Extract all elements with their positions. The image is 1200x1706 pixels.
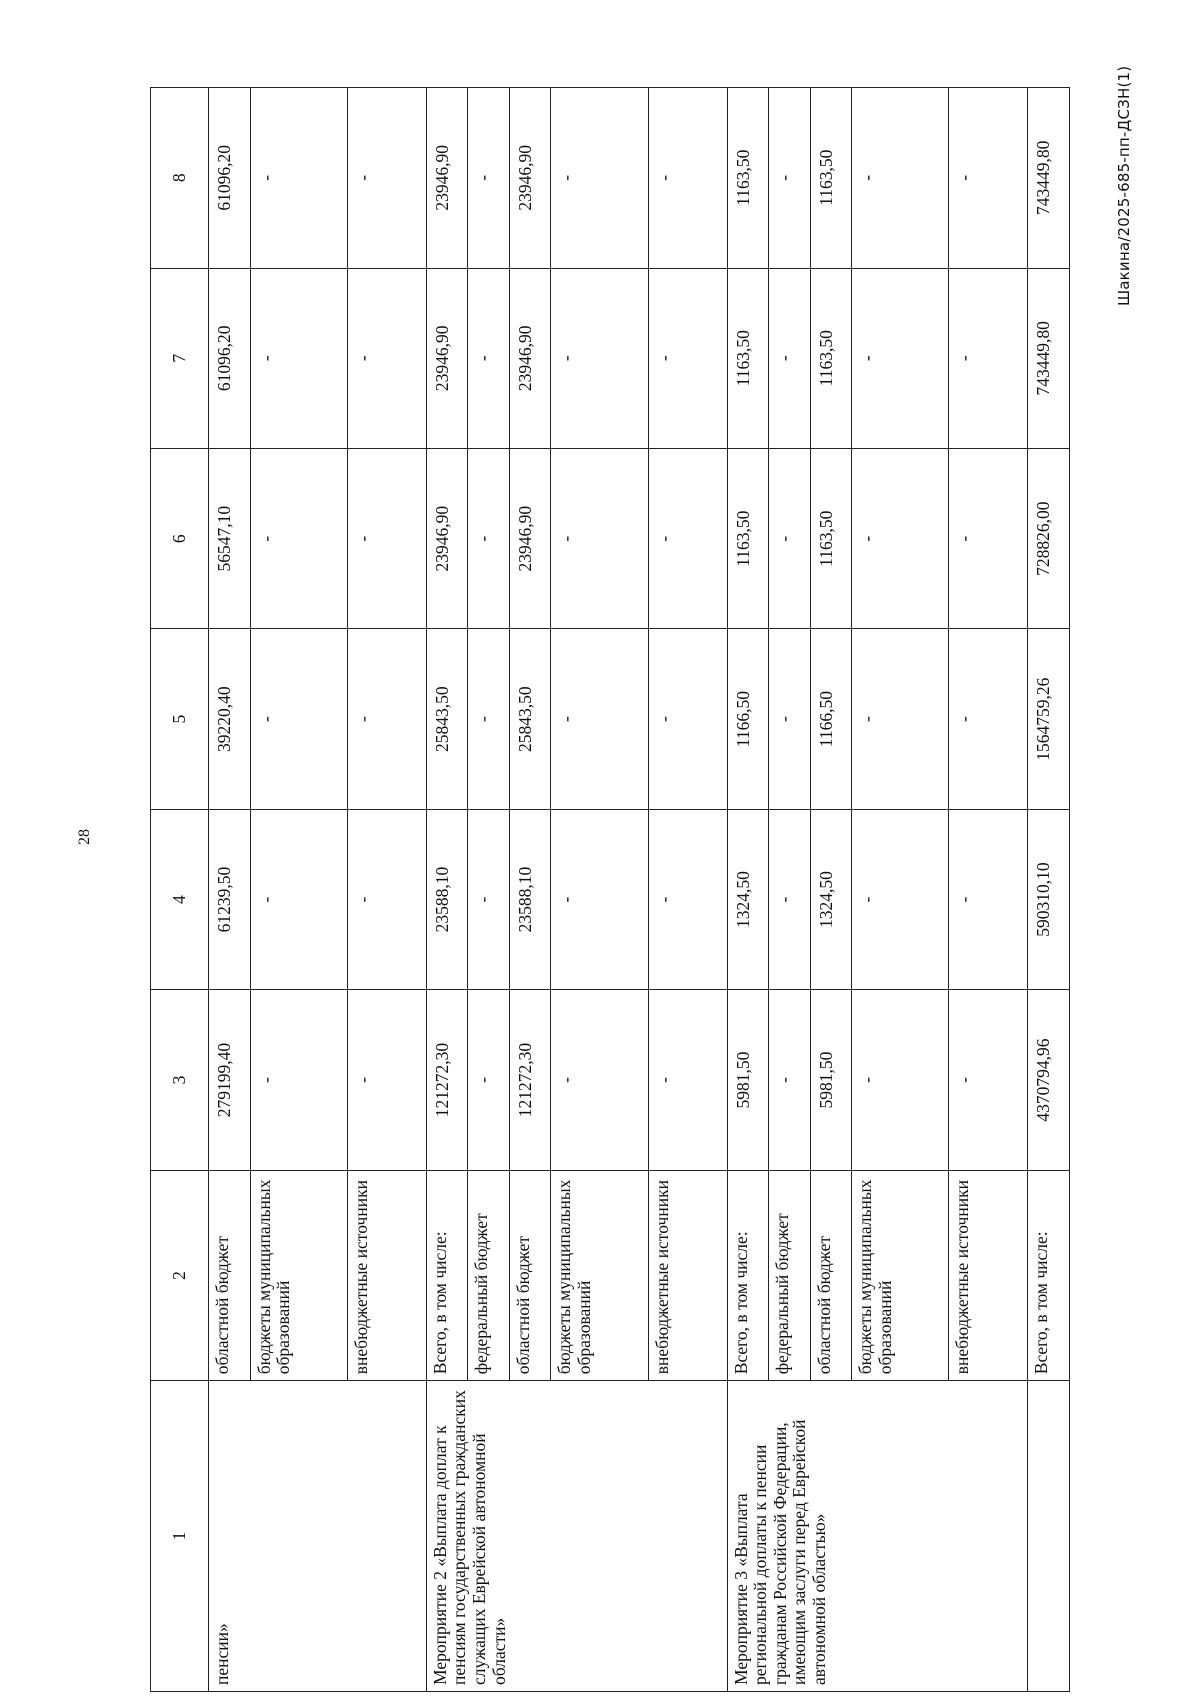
value-cell: 5981,50: [810, 990, 852, 1170]
value-cell: -: [949, 990, 1028, 1170]
value-cell: -: [551, 268, 648, 448]
value-cell: -: [949, 448, 1028, 628]
page-number: 28: [76, 829, 93, 845]
value-cell: -: [468, 629, 510, 809]
value-cell: 1163,50: [810, 448, 852, 628]
value-cell: -: [551, 88, 648, 269]
value-cell: -: [852, 809, 949, 989]
value-cell: -: [551, 990, 648, 1170]
value-cell: -: [551, 629, 648, 809]
table-row: [426, 88, 468, 1692]
value-cell: 1163,50: [727, 448, 769, 628]
value-cell: 1163,50: [810, 88, 852, 269]
value-cell: 590310,10: [1028, 809, 1070, 989]
value-cell: 1166,50: [727, 629, 769, 809]
value-cell: -: [551, 448, 648, 628]
value-cell: -: [949, 809, 1028, 989]
value-cell: 279199,40: [209, 990, 251, 1170]
value-cell: 23588,10: [509, 809, 551, 989]
value-cell: 1564759,26: [1028, 629, 1070, 809]
value-cell: 23946,90: [509, 448, 551, 628]
funding-source: бюджеты муниципальных образований: [551, 1170, 648, 1381]
value-cell: -: [250, 990, 347, 1170]
budget-table-container: [150, 87, 1070, 1692]
funding-source: внебюджетные источники: [949, 1170, 1028, 1381]
value-cell: -: [949, 88, 1028, 269]
column-header: 7: [151, 268, 209, 448]
value-cell: -: [852, 268, 949, 448]
value-cell: -: [347, 88, 426, 269]
value-cell: -: [347, 990, 426, 1170]
value-cell: -: [852, 629, 949, 809]
value-cell: 121272,30: [509, 990, 551, 1170]
funding-source: федеральный бюджет: [769, 1170, 811, 1381]
value-cell: 23946,90: [509, 268, 551, 448]
value-cell: 39220,40: [209, 629, 251, 809]
value-cell: -: [949, 268, 1028, 448]
funding-source: областной бюджет: [209, 1170, 251, 1381]
event-label: Мероприятие 2 «Выплата доплат к пенсиям государственных гражданских служащих Еврейской автономной области»: [426, 1381, 727, 1692]
value-cell: 743449,80: [1028, 268, 1070, 448]
table-row-total: [1028, 88, 1070, 1692]
value-cell: 1166,50: [810, 629, 852, 809]
value-cell: -: [769, 990, 811, 1170]
value-cell: 1324,50: [727, 809, 769, 989]
value-cell: -: [347, 448, 426, 628]
value-cell: -: [468, 88, 510, 269]
value-cell: 121272,30: [426, 990, 468, 1170]
value-cell: -: [949, 629, 1028, 809]
value-cell: -: [250, 629, 347, 809]
value-cell: 56547,10: [209, 448, 251, 628]
value-cell: -: [347, 268, 426, 448]
funding-source: бюджеты муниципальных образований: [250, 1170, 347, 1381]
value-cell: -: [648, 629, 727, 809]
funding-source: Всего, в том числе:: [727, 1170, 769, 1381]
value-cell: -: [852, 990, 949, 1170]
value-cell: -: [769, 88, 811, 269]
event-label: пенсии»: [209, 1381, 427, 1692]
value-cell: -: [250, 809, 347, 989]
value-cell: -: [250, 88, 347, 269]
value-cell: 61096,20: [209, 88, 251, 269]
value-cell: 23946,90: [426, 268, 468, 448]
budget-table: [150, 87, 1070, 1692]
value-cell: -: [468, 268, 510, 448]
value-cell: -: [468, 448, 510, 628]
value-cell: 1163,50: [727, 268, 769, 448]
funding-source: внебюджетные источники: [347, 1170, 426, 1381]
column-header: 6: [151, 448, 209, 628]
funding-source: областной бюджет: [509, 1170, 551, 1381]
value-cell: -: [347, 629, 426, 809]
value-cell: -: [852, 88, 949, 269]
value-cell: 1163,50: [810, 268, 852, 448]
value-cell: 23946,90: [426, 448, 468, 628]
value-cell: 25843,50: [509, 629, 551, 809]
column-header: 8: [151, 88, 209, 269]
funding-source: федеральный бюджет: [468, 1170, 510, 1381]
value-cell: 4370794,96: [1028, 990, 1070, 1170]
event-label: [1028, 1381, 1070, 1692]
column-header: 3: [151, 990, 209, 1170]
value-cell: 5981,50: [727, 990, 769, 1170]
value-cell: -: [852, 448, 949, 628]
value-cell: -: [648, 88, 727, 269]
funding-source: бюджеты муниципальных образований: [852, 1170, 949, 1381]
document-code: Шакина/2025-685-пп-ДСЗН(1): [1115, 65, 1133, 306]
value-cell: 23946,90: [509, 88, 551, 269]
value-cell: 61096,20: [209, 268, 251, 448]
column-header: 2: [151, 1170, 209, 1381]
value-cell: 61239,50: [209, 809, 251, 989]
value-cell: -: [250, 268, 347, 448]
value-cell: -: [769, 809, 811, 989]
column-header: 5: [151, 629, 209, 809]
column-header: 4: [151, 809, 209, 989]
value-cell: -: [468, 990, 510, 1170]
value-cell: 1324,50: [810, 809, 852, 989]
column-header: 1: [151, 1381, 209, 1692]
value-cell: -: [468, 809, 510, 989]
value-cell: -: [648, 268, 727, 448]
value-cell: -: [648, 448, 727, 628]
value-cell: 728826,00: [1028, 448, 1070, 628]
event-label: Мероприятие 3 «Выплата региональной доплаты к пенсии гражданам Российской Федерации, имеющим заслуги перед Еврейской автономной областью»: [727, 1381, 1028, 1692]
table-row: [209, 88, 251, 1692]
funding-source: Всего, в том числе:: [426, 1170, 468, 1381]
value-cell: -: [250, 448, 347, 628]
value-cell: 23946,90: [426, 88, 468, 269]
table-row: [727, 88, 769, 1692]
table-header-row: [151, 88, 209, 1692]
value-cell: -: [769, 268, 811, 448]
value-cell: 743449,80: [1028, 88, 1070, 269]
value-cell: 25843,50: [426, 629, 468, 809]
value-cell: -: [551, 809, 648, 989]
value-cell: 1163,50: [727, 88, 769, 269]
value-cell: -: [648, 990, 727, 1170]
value-cell: -: [347, 809, 426, 989]
value-cell: -: [769, 448, 811, 628]
value-cell: 23588,10: [426, 809, 468, 989]
funding-source: Всего, в том числе:: [1028, 1170, 1070, 1381]
funding-source: областной бюджет: [810, 1170, 852, 1381]
value-cell: -: [648, 809, 727, 989]
funding-source: внебюджетные источники: [648, 1170, 727, 1381]
value-cell: -: [769, 629, 811, 809]
